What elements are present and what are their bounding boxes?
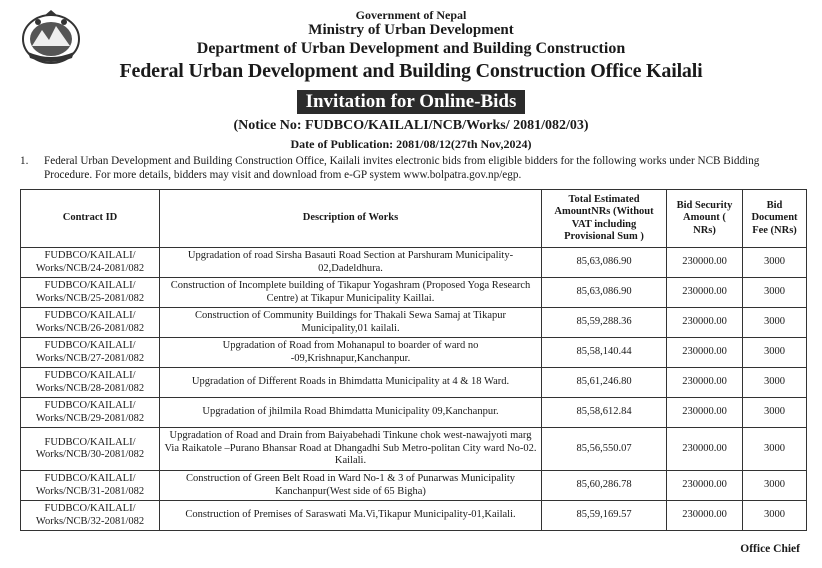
header-amount: Total Estimated AmountNRs (Without VAT including Provisional Sum ) bbox=[542, 190, 667, 248]
cell-description: Upgradation of Road from Mohanapul to boarder of ward no -09,Krishnapur,Kanchanpur. bbox=[160, 338, 542, 368]
table-row bbox=[21, 398, 807, 428]
cell-contract-id: FUDBCO/KAILALI/ Works/NCB/32-2081/082 bbox=[21, 501, 160, 531]
cell-fee: 3000 bbox=[743, 308, 807, 338]
cell-contract-id: FUDBCO/KAILALI/ Works/NCB/30-2081/082 bbox=[21, 428, 160, 471]
table-row bbox=[21, 428, 807, 471]
cell-security: 230000.00 bbox=[667, 278, 743, 308]
cell-fee: 3000 bbox=[743, 471, 807, 501]
table-row bbox=[21, 471, 807, 501]
cell-description: Upgradation of jhilmila Road Bhimdatta Municipality 09,Kanchanpur. bbox=[160, 398, 542, 428]
table-row bbox=[21, 278, 807, 308]
cell-contract-id: FUDBCO/KAILALI/ Works/NCB/31-2081/082 bbox=[21, 471, 160, 501]
cell-fee: 3000 bbox=[743, 501, 807, 531]
cell-description: Construction of Community Buildings for Thakali Sewa Samaj at Tikapur Municipality,01 kailali. bbox=[160, 308, 542, 338]
intro-text: Federal Urban Development and Building Construction Office, Kailali invites electronic bids from eligible bidders for the following works under NCB Bidding Procedure. For more details, bidders may visit and download from e-GP system www.bolpatra.gov.np/egp. bbox=[44, 155, 760, 181]
cell-amount: 85,61,246.80 bbox=[542, 368, 667, 398]
cell-security: 230000.00 bbox=[667, 308, 743, 338]
cell-fee: 3000 bbox=[743, 428, 807, 471]
cell-contract-id: FUDBCO/KAILALI/ Works/NCB/28-2081/082 bbox=[21, 368, 160, 398]
cell-amount: 85,60,286.78 bbox=[542, 471, 667, 501]
bids-table bbox=[20, 189, 807, 531]
signature-office-chief: Office Chief bbox=[740, 543, 800, 555]
cell-fee: 3000 bbox=[743, 248, 807, 278]
header-fee: Bid Document Fee (NRs) bbox=[743, 190, 807, 248]
intro-paragraph bbox=[20, 154, 810, 182]
cell-contract-id: FUDBCO/KAILALI/ Works/NCB/25-2081/082 bbox=[21, 278, 160, 308]
cell-security: 230000.00 bbox=[667, 398, 743, 428]
cell-amount: 85,59,288.36 bbox=[542, 308, 667, 338]
table-row bbox=[21, 248, 807, 278]
department-name: Department of Urban Development and Building Construction bbox=[196, 40, 626, 57]
header-description: Description of Works bbox=[160, 190, 542, 248]
banner-container bbox=[0, 90, 822, 114]
table-row bbox=[21, 338, 807, 368]
cell-security: 230000.00 bbox=[667, 368, 743, 398]
table-row bbox=[21, 368, 807, 398]
cell-amount: 85,63,086.90 bbox=[542, 248, 667, 278]
cell-security: 230000.00 bbox=[667, 471, 743, 501]
cell-fee: 3000 bbox=[743, 398, 807, 428]
cell-amount: 85,58,612.84 bbox=[542, 398, 667, 428]
cell-description: Construction of Premises of Saraswati Ma.Vi,Tikapur Municipality-01,Kailali. bbox=[160, 501, 542, 531]
invitation-banner: Invitation for Online-Bids bbox=[297, 90, 526, 114]
table-row bbox=[21, 308, 807, 338]
government-name: Government of Nepal bbox=[355, 8, 467, 22]
publication-date: Date of Publication: 2081/08/12(27th Nov,2024) bbox=[290, 137, 532, 151]
cell-description: Upgradation of Different Roads in Bhimdatta Municipality at 4 & 18 Ward. bbox=[160, 368, 542, 398]
cell-contract-id: FUDBCO/KAILALI/ Works/NCB/26-2081/082 bbox=[21, 308, 160, 338]
cell-security: 230000.00 bbox=[667, 428, 743, 471]
cell-contract-id: FUDBCO/KAILALI/ Works/NCB/24-2081/082 bbox=[21, 248, 160, 278]
cell-amount: 85,58,140.44 bbox=[542, 338, 667, 368]
table-header-row bbox=[21, 190, 807, 248]
cell-security: 230000.00 bbox=[667, 501, 743, 531]
header-security: Bid Security Amount ( NRs) bbox=[667, 190, 743, 248]
cell-fee: 3000 bbox=[743, 368, 807, 398]
ministry-name: Ministry of Urban Development bbox=[308, 22, 514, 38]
cell-description: Construction of Green Belt Road in Ward No-1 & 3 of Punarwas Municipality Kanchanpur(West side of 65 Bigha) bbox=[160, 471, 542, 501]
cell-fee: 3000 bbox=[743, 278, 807, 308]
cell-security: 230000.00 bbox=[667, 338, 743, 368]
cell-amount: 85,59,169.57 bbox=[542, 501, 667, 531]
cell-contract-id: FUDBCO/KAILALI/ Works/NCB/27-2081/082 bbox=[21, 338, 160, 368]
cell-amount: 85,56,550.07 bbox=[542, 428, 667, 471]
table-row bbox=[21, 501, 807, 531]
cell-fee: 3000 bbox=[743, 338, 807, 368]
cell-security: 230000.00 bbox=[667, 248, 743, 278]
notice-number: (Notice No: FUDBCO/KAILALI/NCB/Works/ 2081/082/03) bbox=[233, 118, 589, 133]
cell-contract-id: FUDBCO/KAILALI/ Works/NCB/29-2081/082 bbox=[21, 398, 160, 428]
header-contract-id: Contract ID bbox=[21, 190, 160, 248]
cell-description: Upgradation of Road and Drain from Baiyabehadi Tinkune chok west-nawajyoti marg Via Raikatole –Purano Bhansar Road at Dhangadhi Sub Metro-politan City ward No-02. Kailali. bbox=[160, 428, 542, 471]
intro-number: 1. bbox=[20, 155, 29, 167]
office-name: Federal Urban Development and Building Construction Office Kailali bbox=[119, 60, 703, 82]
cell-description: Construction of Incomplete building of Tikapur Yogashram (Proposed Yoga Research Centre) at Tikapur Municipality Kaillai. bbox=[160, 278, 542, 308]
cell-amount: 85,63,086.90 bbox=[542, 278, 667, 308]
cell-description: Upgradation of road Sirsha Basauti Road Section at Parshuram Municipality-02,Dadeldhura. bbox=[160, 248, 542, 278]
